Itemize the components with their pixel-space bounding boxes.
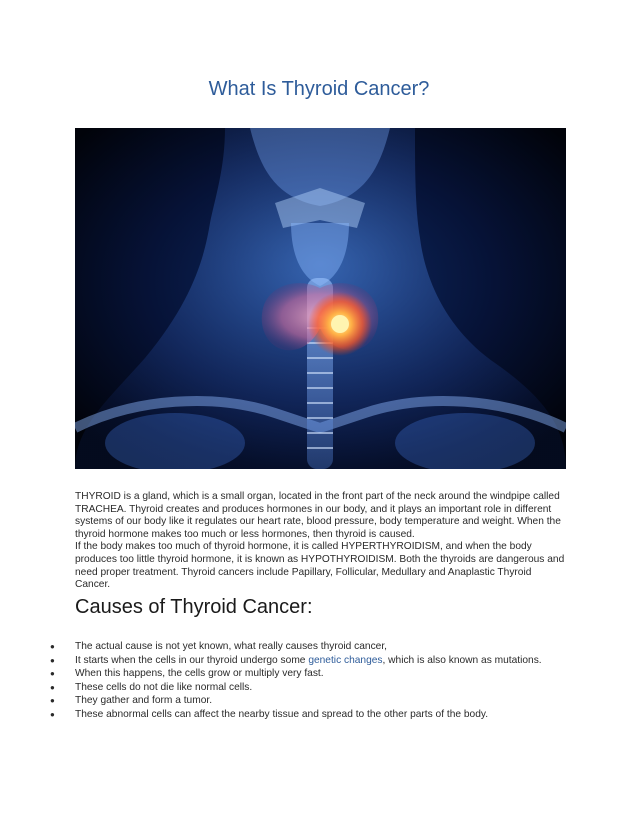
- bullet-icon: ●: [50, 682, 55, 692]
- intro-paragraph-2: If the body makes too much of thyroid hormone, it is called HYPERTHYROIDISM, and when the body produces too little thyroid hormone, it is known as HYPOTHYROIDISM. Both the thyroids are dangerous and need proper treatment. Thyroid cancers include Papillary, Follicular, Medullary and Anaplastic Thyroid Cancer.: [75, 541, 565, 591]
- causes-heading: Causes of Thyroid Cancer:: [75, 596, 313, 618]
- cause-text: These cells do not die like normal cells.: [75, 681, 253, 693]
- bullet-icon: ●: [50, 696, 55, 706]
- causes-list: [50, 640, 610, 722]
- list-item: [50, 654, 610, 668]
- thyroid-xray-icon: [75, 128, 566, 469]
- bullet-icon: ●: [50, 669, 55, 679]
- genetic-changes-link[interactable]: genetic changes: [308, 654, 383, 666]
- list-item: [50, 640, 610, 654]
- list-item: [50, 708, 610, 722]
- cause-text: These abnormal cells can affect the nearby tissue and spread to the other parts of the body.: [75, 708, 489, 720]
- intro-paragraph-1: THYROID is a gland, which is a small organ, located in the front part of the neck around the windpipe called TRACHEA. Thyroid creates and produces hormones in our body, and it plays an important role in different systems of our body like it regulates our heart rate, blood pressure, body temperature and weight. When the thyroid hormone makes too much or less hormones, then thyroid is caused.: [75, 491, 561, 540]
- list-item: [50, 694, 610, 708]
- bullet-icon: ●: [50, 709, 55, 719]
- cause-text: When this happens, the cells grow or multiply very fast.: [75, 668, 324, 680]
- cause-text: They gather and form a tumor.: [75, 695, 213, 707]
- intro-text: [75, 491, 565, 592]
- list-item: [50, 681, 610, 695]
- bullet-icon: ●: [50, 642, 55, 651]
- thyroid-illustration: [75, 128, 566, 469]
- list-item: [50, 667, 610, 681]
- cause-text-after: , which is also known as mutations.: [382, 654, 542, 666]
- cause-text-before: It starts when the cells in our thyroid undergo some: [75, 654, 309, 666]
- page-title: What Is Thyroid Cancer?: [208, 78, 430, 100]
- cause-text: The actual cause is not yet known, what really causes thyroid cancer,: [75, 641, 388, 652]
- bullet-icon: ●: [50, 655, 55, 665]
